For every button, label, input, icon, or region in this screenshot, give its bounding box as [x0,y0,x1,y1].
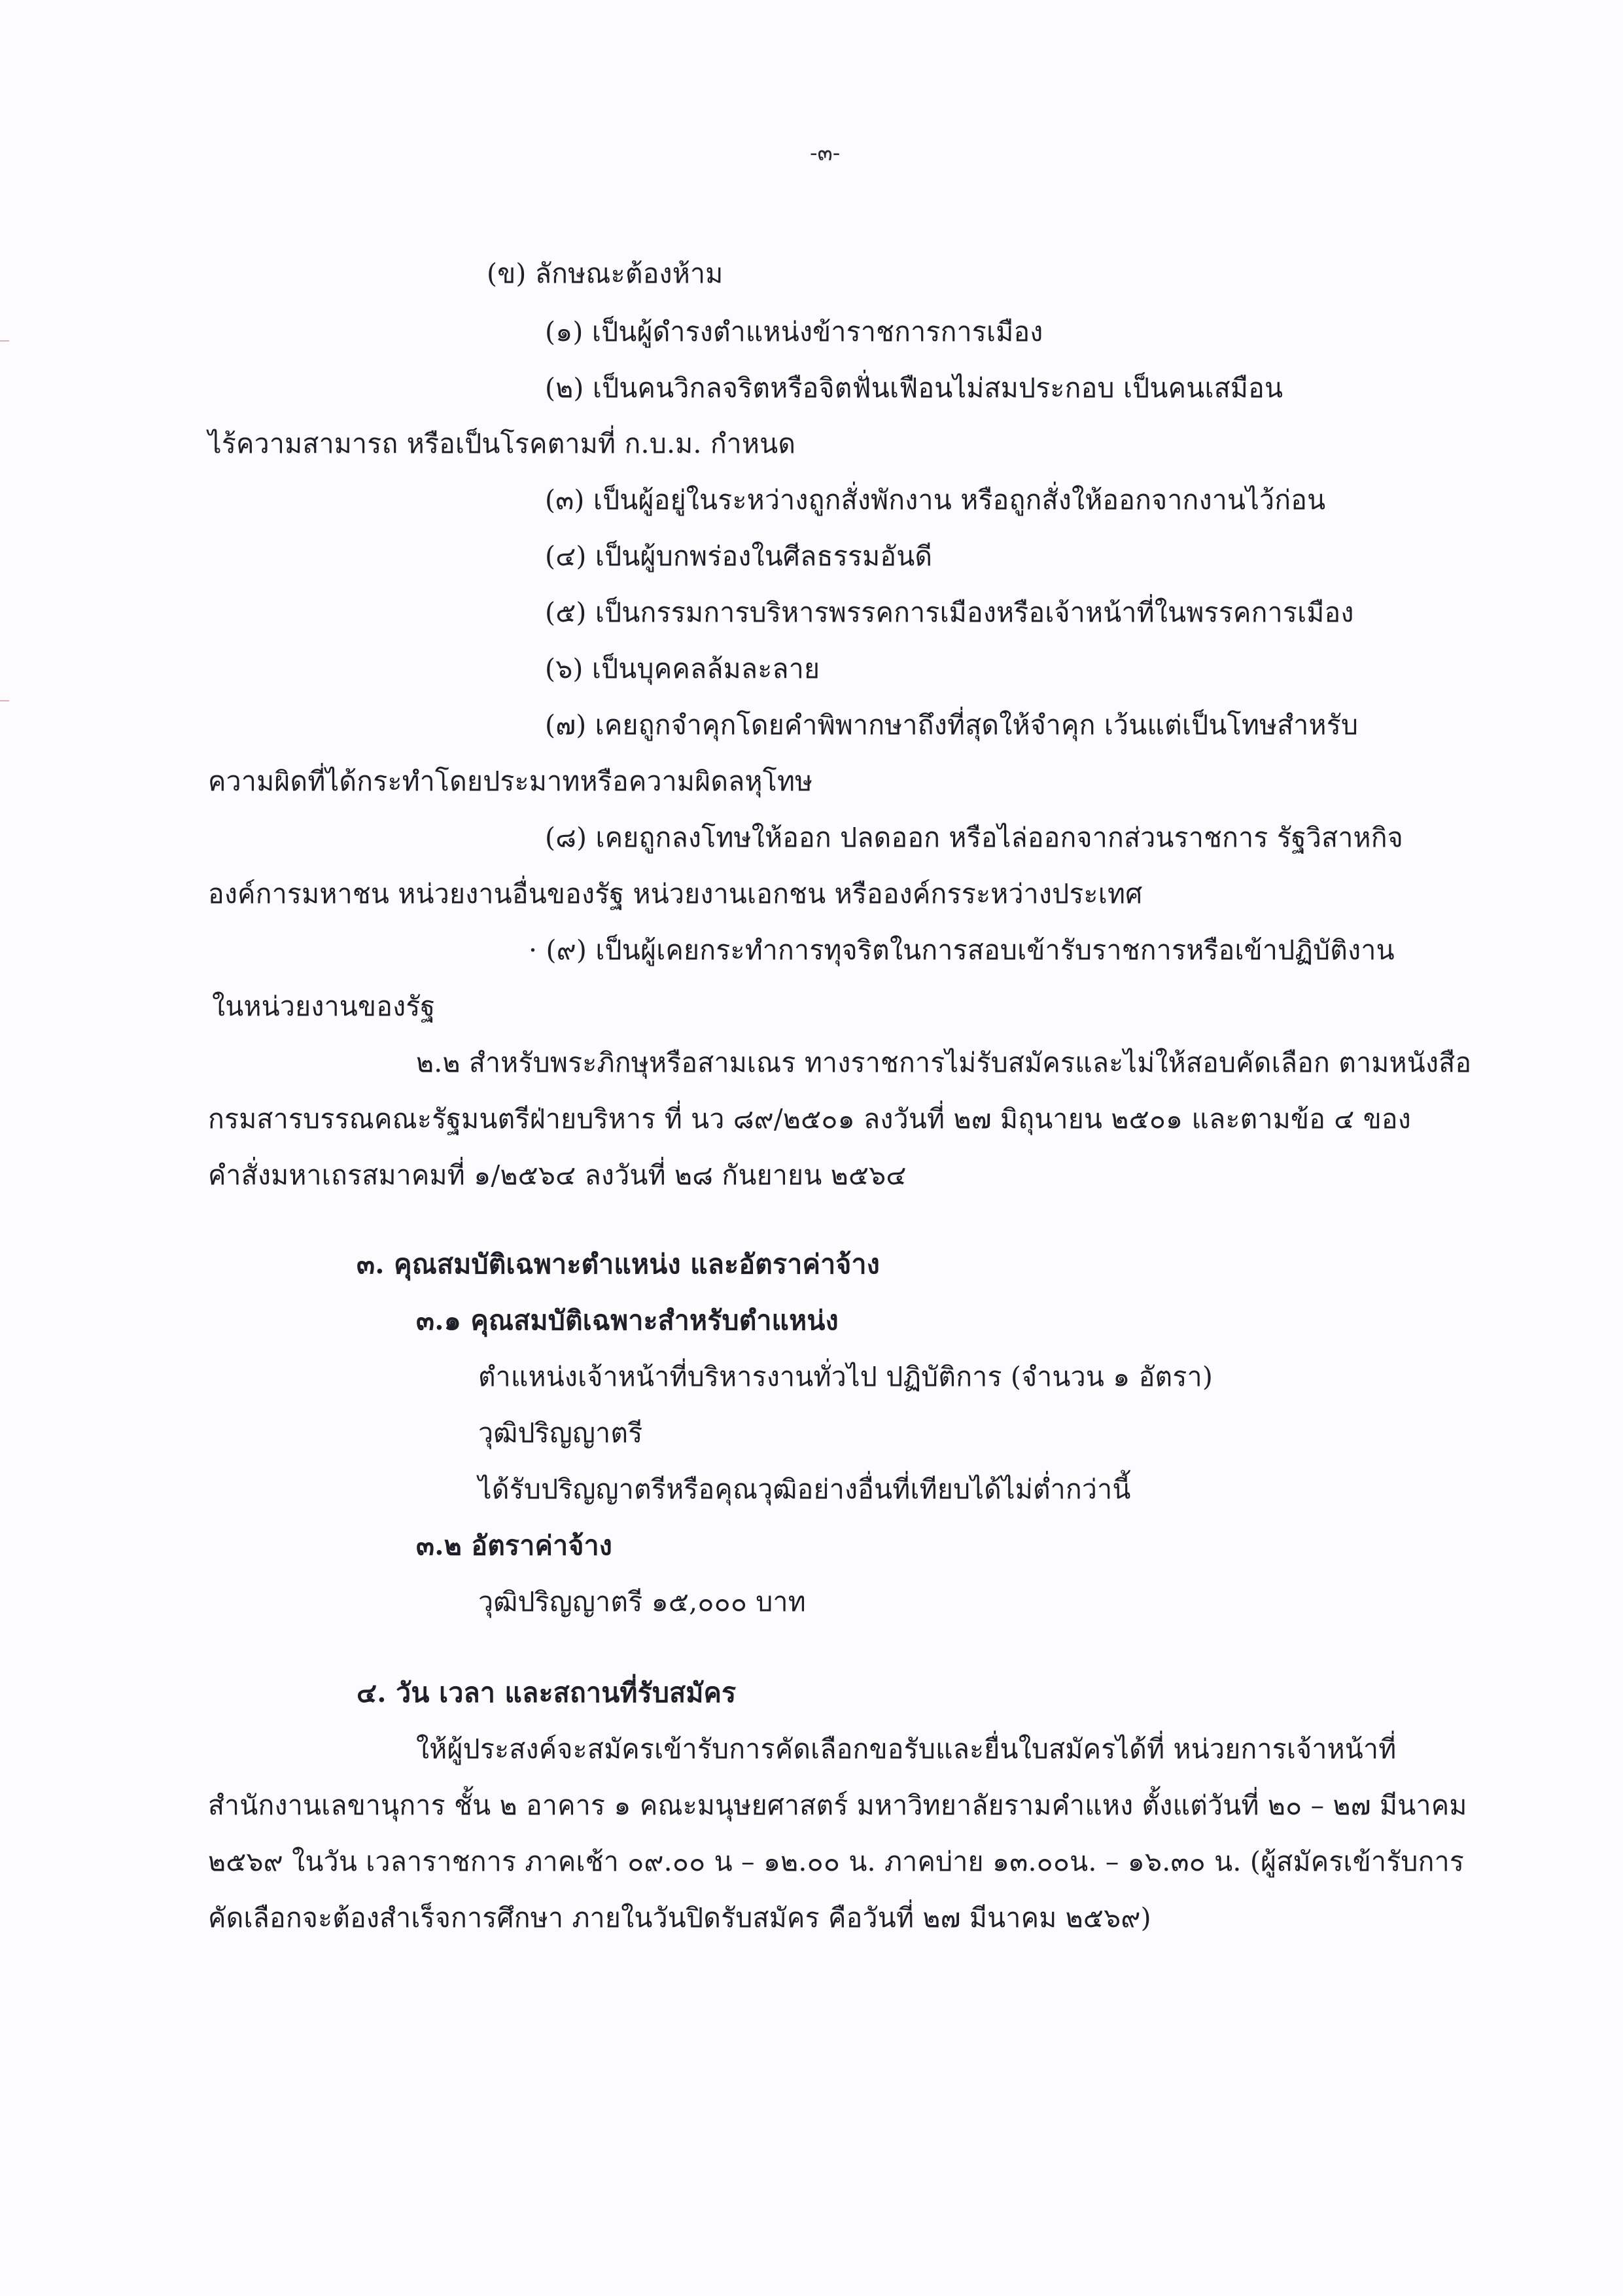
text-line-l01: (ข) ลักษณะต้องห้าม [487,258,724,289]
text-line-l03: (๒) เป็นคนวิกลจริตหรือจิตฟั่นเฟือนไม่สมประกอบ เป็นคนเสมือน [545,372,1283,404]
text-line-l20: ตำแหน่งเจ้าหน้าที่บริหารงานทั่วไป ปฏิบัติการ (จำนวน ๑ อัตรา) [478,1361,1213,1392]
text-line-l12: องค์การมหาชน หน่วยงานอื่นของรัฐ หน่วยงานเอกชน หรือองค์กรระหว่างประเทศ [208,878,1143,910]
text-line-l13: · (๙) เป็นผู้เคยกระทำการทุจริตในการสอบเข้ารับราชการหรือเข้าปฏิบัติงาน [529,934,1395,966]
text-line-l18: ๓. คุณสมบัติเฉพาะตำแหน่ง และอัตราค่าจ้าง [357,1248,880,1280]
text-line-l07: (๕) เป็นกรรมการบริหารพรรคการเมืองหรือเจ้าหน้าที่ในพรรคการเมือง [545,597,1354,628]
text-line-l08: (๖) เป็นบุคคลล้มละลาย [545,653,820,684]
text-line-l17: คำสั่งมหาเถรสมาคมที่ ๑/๒๕๖๔ ลงวันที่ ๒๘ กันยายน ๒๕๖๔ [208,1159,907,1191]
page-number: -๓- [810,140,841,166]
text-line-l15: ๒.๒ สำหรับพระภิกษุหรือสามเณร ทางราชการไม่รับสมัครและไม่ให้สอบคัดเลือก ตามหนังสือ [416,1047,1472,1078]
text-line-l19: ๓.๑ คุณสมบัติเฉพาะสำหรับตำแหน่ง [416,1305,839,1336]
text-line-l29: คัดเลือกจะต้องสำเร็จการศึกษา ภายในวันปิดรับสมัคร คือวันที่ ๒๗ มีนาคม ๒๕๖๙) [208,1902,1151,1934]
text-line-l16: กรมสารบรรณคณะรัฐมนตรีฝ่ายบริหาร ที่ นว ๘๙/๒๕๐๑ ลงวันที่ ๒๗ มิถุนายน ๒๕๐๑ และตามข้อ ๔ ของ [208,1103,1411,1135]
text-line-l11: (๘) เคยถูกลงโทษให้ออก ปลดออก หรือไล่ออกจากส่วนราชการ รัฐวิสาหกิจ [545,822,1404,853]
text-line-l21: วุฒิปริญญาตรี [478,1417,643,1449]
text-line-l02: (๑) เป็นผู้ดำรงตำแหน่งข้าราชการการเมือง [545,316,1043,347]
text-line-l28: ๒๕๖๙ ในวัน เวลาราชการ ภาคเช้า ๐๙.๐๐ น – ๑๒.๐๐ น. ภาคบ่าย ๑๓.๐๐น. – ๑๖.๓๐ น. (ผู้สมัครเข้ารับการ [208,1846,1465,1877]
text-line-l10: ความผิดที่ได้กระทำโดยประมาทหรือความผิดลหุโทษ [208,766,813,797]
text-line-l04: ไร้ความสามารถ หรือเป็นโรคตามที่ ก.บ.ม. กำหนด [208,428,796,459]
text-line-l24: วุฒิปริญญาตรี ๑๕,๐๐๐ บาท [478,1586,806,1617]
text-line-l14: ในหน่วยงานของรัฐ [212,991,436,1022]
text-line-l23: ๓.๒ อัตราค่าจ้าง [416,1530,613,1561]
text-line-l05: (๓) เป็นผู้อยู่ในระหว่างถูกสั่งพักงาน หรือถูกสั่งให้ออกจากงานไว้ก่อน [545,484,1326,516]
text-line-l22: ได้รับปริญญาตรีหรือคุณวุฒิอย่างอื่นที่เทียบได้ไม่ต่ำกว่านี้ [478,1474,1131,1505]
text-line-l06: (๔) เป็นผู้บกพร่องในศีลธรรมอันดี [545,540,933,572]
text-line-l27: สำนักงานเลขานุการ ชั้น ๒ อาคาร ๑ คณะมนุษยศาสตร์ มหาวิทยาลัยรามคำแหง ตั้งแต่วันที่ ๒๐ – ๒๗ มีนาคม [208,1790,1467,1821]
margin-mark [0,700,9,701]
text-line-l25: ๔. วัน เวลา และสถานที่รับสมัคร [357,1677,737,1708]
text-line-l09: (๗) เคยถูกจำคุกโดยคำพิพากษาถึงที่สุดให้จำคุก เว้นแต่เป็นโทษสำหรับ [545,709,1359,741]
margin-mark [0,340,9,342]
text-line-l26: ให้ผู้ประสงค์จะสมัครเข้ารับการคัดเลือกขอรับและยื่นใบสมัครได้ที่ หน่วยการเจ้าหน้าที่ [416,1733,1397,1765]
